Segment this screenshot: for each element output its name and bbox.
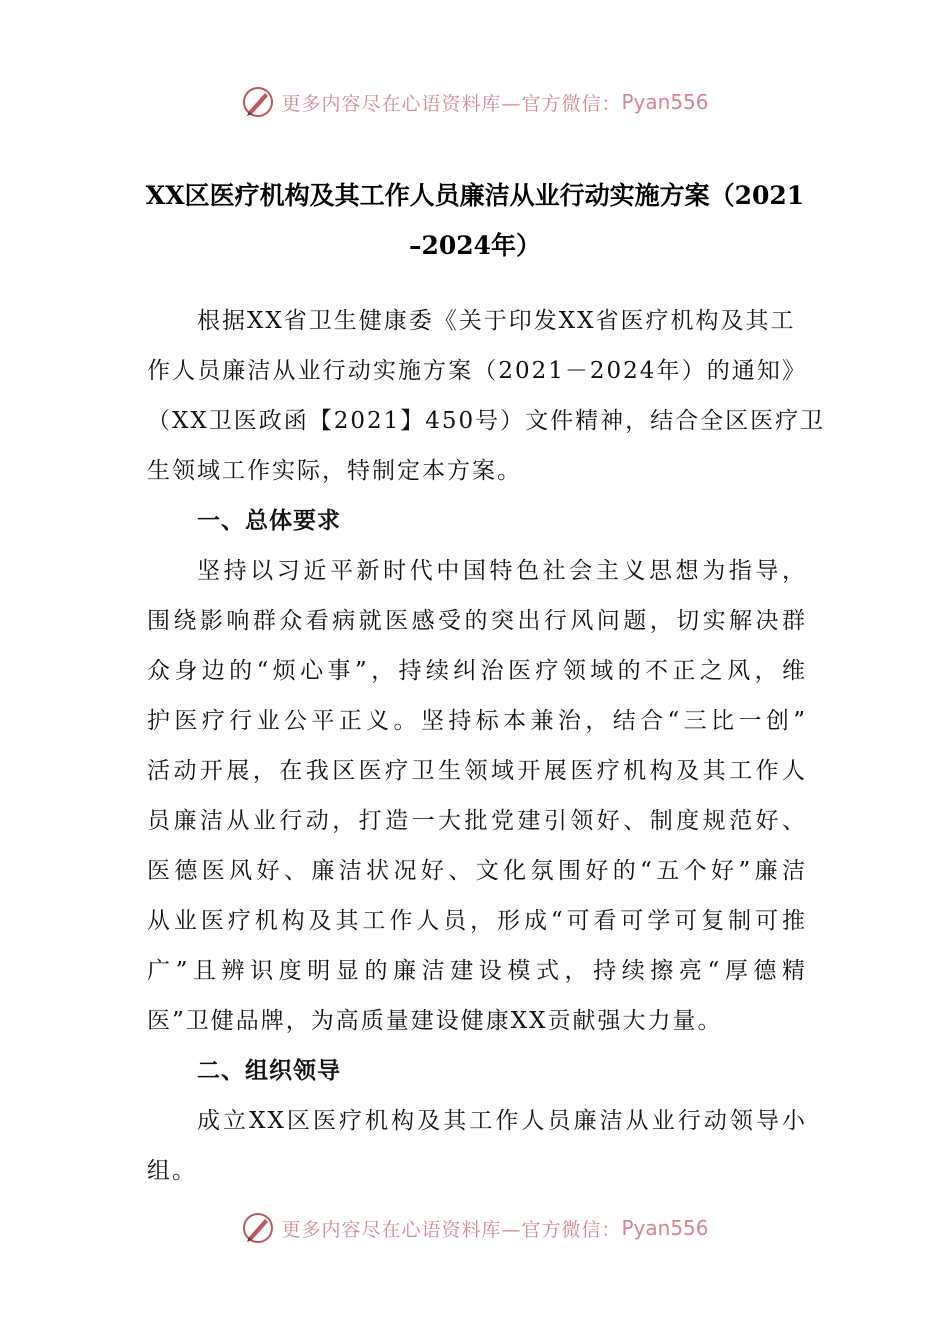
document-title-line-1: XX区医疗机构及其工作人员廉洁从业行动实施方案（2021 (145, 181, 805, 210)
section-heading-1: 一、总体要求 (197, 508, 341, 534)
body-line-6: 坚持以习近平新时代中国特色社会主义思想为指导， (197, 558, 807, 584)
body-line-17: 成立XX区医疗机构及其工作人员廉洁从业行动领导小 (197, 1108, 807, 1134)
body-line-14: 广”且辨识度明显的廉洁建设模式，持续擦亮“厚德精 (147, 958, 807, 984)
body-line-4: 生领域工作实际，特制定本方案。 (147, 458, 522, 484)
body-line-18: 组。 (147, 1158, 197, 1184)
watermark-wechat-id: Pyan556 (621, 90, 709, 114)
body-line-2: 作人员廉洁从业行动实施方案（2021－2024年）的通知》 (147, 358, 807, 384)
pen-logo-icon (241, 1211, 275, 1245)
body-line-15: 医”卫健品牌，为高质量建设健康XX贡献强大力量。 (147, 1008, 723, 1034)
body-line-13: 从业医疗机构及其工作人员，形成“可看可学可复制可推 (147, 908, 807, 934)
section-heading-2: 二、组织领导 (197, 1058, 341, 1084)
watermark-header (0, 82, 950, 122)
body-line-1: 根据XX省卫生健康委《关于印发XX省医疗机构及其工 (197, 308, 796, 334)
body-line-11: 员廉洁从业行动，打造一大批党建引领好、制度规范好、 (147, 808, 807, 834)
pen-logo-icon (241, 85, 275, 119)
body-line-9: 护医疗行业公平正义。坚持标本兼治，结合“三比一创” (147, 708, 807, 734)
body-line-7: 围绕影响群众看病就医感受的突出行风问题，切实解决群 (147, 608, 807, 634)
document-title-line-2: –2024年） (408, 231, 542, 260)
watermark-text: 更多内容尽在心语资料库—官方微信： (281, 92, 622, 115)
watermark-text: 更多内容尽在心语资料库—官方微信： (281, 1218, 622, 1241)
body-line-12: 医德医风好、廉洁状况好、文化氛围好的“五个好”廉洁 (147, 858, 807, 884)
body-line-8: 众身边的“烦心事”，持续纠治医疗领域的不正之风，维 (147, 658, 807, 684)
watermark-wechat-id: Pyan556 (621, 1216, 709, 1240)
body-line-3: （XX卫医政函【2021】450号）文件精神，结合全区医疗卫 (147, 408, 826, 434)
watermark-footer (0, 1208, 950, 1248)
body-line-10: 活动开展，在我区医疗卫生领域开展医疗机构及其工作人 (147, 758, 807, 784)
